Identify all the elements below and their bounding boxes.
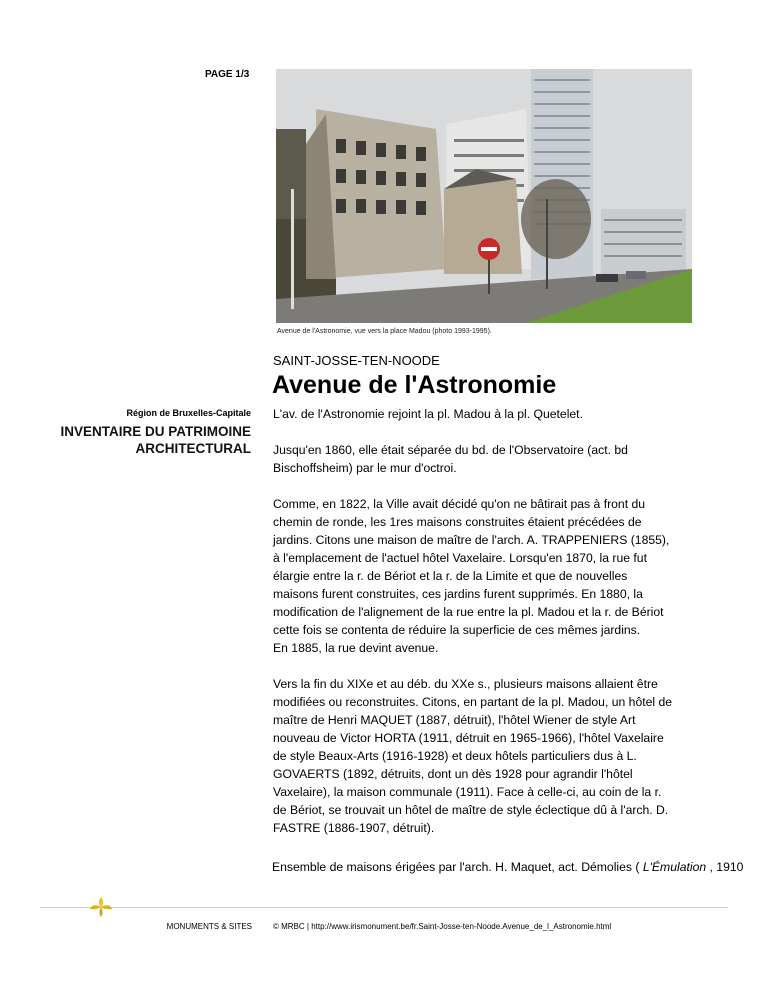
street-photo bbox=[276, 69, 692, 323]
inventory-heading bbox=[51, 423, 251, 457]
inventory-line-1: INVENTAIRE DU PATRIMOINE bbox=[60, 424, 251, 439]
paragraph-3 bbox=[273, 495, 673, 657]
region-label: Région de Bruxelles-Capitale bbox=[126, 408, 251, 418]
paragraph-3-text: Comme, en 1822, la Ville avait décidé qu'on ne bâtirait pas à front du chemin de ronde, les 1res maisons construites étaient précédées de jardins. Citons une maison de maître de l'arch. A. TRAPPENIERS (1855), à l'emplacement de l'actuel hôtel Vaxelaire. Lorsqu'en 1870, la rue fut élargie entre la r. de Bériot et la r. de la Limite et que de nouvelles maisons furent construites, ces jardins furent supprimés. En 1880, la modification de l'alignement de la rue entre la pl. Madou et la r. de Bériot cette fois se contenta de réduire la superficie de ces mêmes jardins. bbox=[273, 497, 670, 637]
article-body bbox=[273, 405, 673, 855]
photo-caption: Avenue de l'Astronomie, vue vers la place Madou (photo 1993-1995). bbox=[277, 328, 492, 335]
paragraph-3-end: En 1885, la rue devint avenue. bbox=[273, 641, 439, 655]
paragraph-2: Jusqu'en 1860, elle était séparée du bd. de l'Observatoire (act. bd Bischoffsheim) par le mur d'octroi. bbox=[273, 443, 628, 475]
ensemble-caption bbox=[272, 860, 743, 874]
footer-copyright: © MRBC | http://www.irismonument.be/fr.Saint-Josse-ten-Noode.Avenue_de_l_Astronomie.html bbox=[273, 922, 612, 931]
commune-name: SAINT-JOSSE-TEN-NOODE bbox=[273, 353, 440, 368]
ensemble-suffix: , 1910 bbox=[706, 860, 744, 874]
page-title: Avenue de l'Astronomie bbox=[272, 371, 557, 399]
ensemble-prefix: Ensemble de maisons érigées par l'arch. H. Maquet, act. Démolies ( bbox=[272, 860, 643, 874]
paragraph-1: L'av. de l'Astronomie rejoint la pl. Madou à la pl. Quetelet. bbox=[273, 407, 583, 421]
page-number: PAGE 1/3 bbox=[205, 69, 250, 80]
inventory-line-2: ARCHITECTURAL bbox=[135, 441, 251, 456]
footer-monuments: MONUMENTS & SITES bbox=[166, 922, 252, 931]
paragraph-4: Vers la fin du XIXe et au déb. du XXe s., plusieurs maisons allaient être modifiées ou reconstruites. Citons, en partant de la pl. Madou, un hôtel de maître de Henri MAQUET (1887, détruit), l'hôtel Wiener de style Art nouveau de Victor HORTA (1911, détruit en 1965-1966), l'hôtel Vaxelaire de style Beaux-Arts (1916-1928) et deux hôtels particuliers dus à L. GOVAERTS (1892, détruits, dont un dès 1928 pour agrandir l'hôtel Vaxelaire), la maison communale (1911). Face à celle-ci, au coin de la r. de Bériot, se trouvait un hôtel de maître de style éclectique dû à l'arch. D. FASTRE (1886-1907, détruit). bbox=[273, 677, 673, 835]
ensemble-source: L'Émulation bbox=[642, 860, 707, 874]
footer-divider bbox=[40, 907, 728, 908]
iris-logo-icon bbox=[87, 895, 115, 919]
